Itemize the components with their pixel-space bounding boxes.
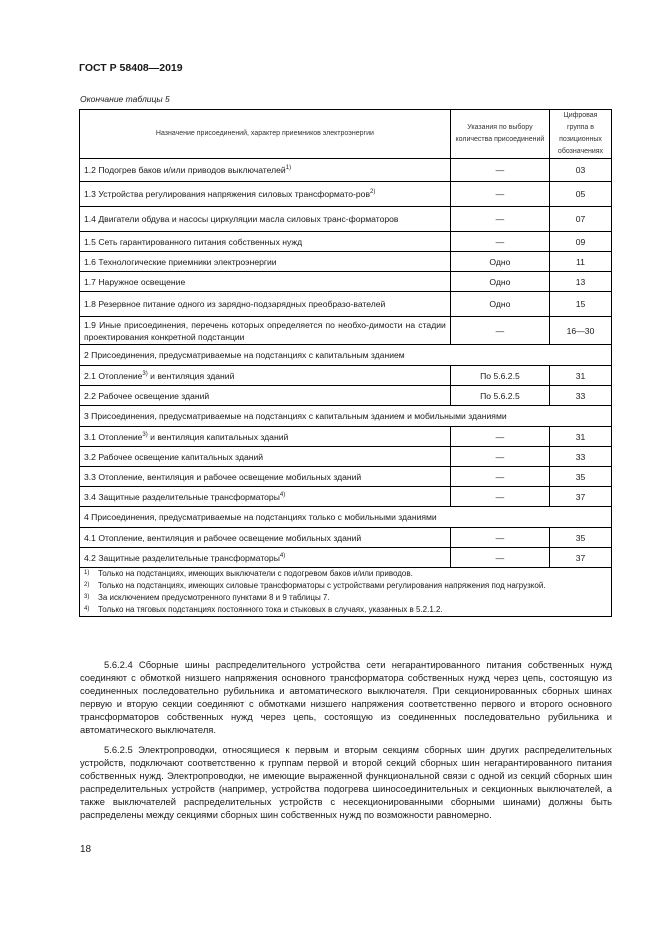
row-code: 35 xyxy=(550,528,612,548)
table-row xyxy=(80,159,612,182)
footnote-ref: 1) xyxy=(285,165,292,172)
row-purpose xyxy=(80,252,451,272)
row-count: — xyxy=(450,548,549,568)
row-code: 16—30 xyxy=(550,317,612,345)
table-row xyxy=(80,447,612,467)
row-name: 1.8 Резервное питание одного из зарядно-подзарядных преобразо-вателей xyxy=(84,299,386,309)
footnote-ref: 2) xyxy=(370,189,376,196)
table-caption: Окончание таблицы 5 xyxy=(80,94,170,104)
column-header-code: Цифровая группа в позиционных обозначениях xyxy=(550,110,612,159)
paragraph-5-6-2-4: 5.6.2.4 Сборные шины распределительного устройства сети негарантированного питания собственных нужд соединяют с обмоткой низшего напряжения основного трансформатора собственных нужд через цепь, состоящую из соединенных последовательно рубильника и автоматического выключателя. При секционированных сборных шинах первую и вторую секции соединяют с обмотками низшего напряжения соответственно первого и второго основного трансформаторов собственных нужд через цепь, состоящую из соединенных последовательно рубильника и автоматического выключателя. xyxy=(80,659,612,735)
row-purpose xyxy=(80,447,451,467)
row-purpose xyxy=(80,292,451,317)
row-name: 1.9 Иные присоединения, перечень которых определяется по необхо-димости на стадии проектирования конкретной подстанции xyxy=(84,319,446,342)
row-code: 37 xyxy=(550,548,612,568)
table-row xyxy=(80,386,612,406)
paragraph-5-6-2-5: 5.6.2.5 Электропроводки, относящиеся к первым и вторым секциям сборных шин других распределительных устройств, подключают соответственно к группам первой и второй секций сборных шин негарантированного питания собственных нужд. Электропроводки, не имеющие выраженной функциональной связи с одной из секций сборных шин распределительных устройств (например, устройства подогрева шиносоединительных и секционных выключателей, а также выключателей распределительных устройств с несекционированными сборными шинами) должны быть распределены между секциями сборных шин собственных нужд по возможности равномерно. xyxy=(80,744,612,820)
row-code: 09 xyxy=(550,232,612,252)
row-count: — xyxy=(450,487,549,507)
row-code: 33 xyxy=(550,386,612,406)
table-row xyxy=(80,272,612,292)
footnote-text: Только на подстанциях, имеющих выключатели с подогревом баков и/или приводов. xyxy=(98,569,413,578)
table-row xyxy=(80,366,612,386)
section-title: 3 Присоединения, предусматриваемые на подстанциях с капитальным зданием и мобильными зданиями xyxy=(80,406,612,427)
row-count: — xyxy=(450,427,549,447)
row-name: 4.1 Отопление, вентиляция и рабочее освещение мобильных зданий xyxy=(84,532,362,543)
row-code: 05 xyxy=(550,182,612,207)
row-name: 3.3 Отопление, вентиляция и рабочее освещение мобильных зданий xyxy=(84,471,362,482)
table-row xyxy=(80,467,612,487)
row-purpose xyxy=(80,528,451,548)
row-count: — xyxy=(450,207,549,232)
row-name: 1.6 Технологические приемники электроэнергии xyxy=(84,256,277,267)
connections-table xyxy=(79,109,612,617)
footnote-mark: 3) xyxy=(84,594,90,600)
row-purpose xyxy=(80,159,451,182)
table-row xyxy=(80,528,612,548)
row-name: 1.3 Устройства регулирования напряжения силовых трансформато-ров xyxy=(84,189,371,199)
table-row xyxy=(80,292,612,317)
standard-header: ГОСТ Р 58408—2019 xyxy=(79,62,183,74)
footnote xyxy=(84,592,607,604)
row-purpose xyxy=(80,548,451,568)
row-purpose xyxy=(80,317,451,345)
row-code: 11 xyxy=(550,252,612,272)
row-name-tail: и вентиляция капитальных зданий xyxy=(147,431,289,442)
row-code: 35 xyxy=(550,467,612,487)
footnote-ref: 3) xyxy=(142,370,148,377)
row-code: 33 xyxy=(550,447,612,467)
row-code: 37 xyxy=(550,487,612,507)
table-row xyxy=(80,317,612,345)
row-code: 13 xyxy=(550,272,612,292)
row-count: По 5.6.2.5 xyxy=(450,366,549,386)
footnote-text: Только на подстанциях, имеющих силовые трансформаторы с устройствами регулирования напряжения под нагрузкой. xyxy=(98,581,546,590)
row-code: 31 xyxy=(550,427,612,447)
notes-row xyxy=(80,568,612,617)
row-purpose xyxy=(80,487,451,507)
column-header-count: Указания по выбору количества присоединений xyxy=(450,110,549,159)
row-purpose xyxy=(80,366,451,386)
footnote xyxy=(84,604,607,616)
footnote xyxy=(84,568,607,580)
footnote-mark: 4) xyxy=(84,606,90,612)
row-name: 3.4 Защитные разделительные трансформаторы xyxy=(84,491,280,502)
row-count: Одно xyxy=(450,292,549,317)
row-count: — xyxy=(450,528,549,548)
page-number: 18 xyxy=(80,844,92,855)
section-row xyxy=(80,345,612,366)
row-code: 07 xyxy=(550,207,612,232)
row-name: 1.7 Наружное освещение xyxy=(84,276,186,287)
row-name: 1.4 Двигатели обдува и насосы циркуляции масла силовых транс-форматоров xyxy=(84,214,399,224)
section-row xyxy=(80,406,612,427)
row-count: — xyxy=(450,447,549,467)
row-purpose xyxy=(80,207,451,232)
row-count: Одно xyxy=(450,252,549,272)
section-title: 2 Присоединения, предусматриваемые на подстанциях с капитальным зданием xyxy=(80,345,612,366)
footnote xyxy=(84,580,607,592)
row-purpose xyxy=(80,272,451,292)
row-count: — xyxy=(450,159,549,182)
row-name: 2.1 Отопление xyxy=(84,370,143,381)
row-code: 03 xyxy=(550,159,612,182)
section-title: 4 Присоединения, предусматриваемые на подстанциях только с мобильными зданиями xyxy=(80,507,612,528)
row-purpose xyxy=(80,467,451,487)
row-name: 3.1 Отопление xyxy=(84,431,143,442)
row-purpose xyxy=(80,182,451,207)
row-name: 1.5 Сеть гарантированного питания собственных нужд xyxy=(84,236,303,247)
table-row xyxy=(80,252,612,272)
row-count: По 5.6.2.5 xyxy=(450,386,549,406)
column-header-purpose: Назначение присоединений, характер приемников электроэнергии xyxy=(80,110,451,159)
footnote-mark: 2) xyxy=(84,582,90,588)
footnote-ref: 3) xyxy=(142,431,148,438)
table-row xyxy=(80,548,612,568)
row-name: 3.2 Рабочее освещение капитальных зданий xyxy=(84,451,264,462)
row-count: — xyxy=(450,317,549,345)
row-name-tail: и вентиляция зданий xyxy=(147,370,235,381)
footnote-ref: 4) xyxy=(279,491,286,498)
row-count: Одно xyxy=(450,272,549,292)
row-code: 15 xyxy=(550,292,612,317)
row-name: 4.2 Защитные разделительные трансформаторы xyxy=(84,552,280,563)
footnote-ref: 4) xyxy=(279,552,286,559)
footnote-mark: 1) xyxy=(84,570,90,576)
row-name: 2.2 Рабочее освещение зданий xyxy=(84,390,210,401)
row-purpose xyxy=(80,232,451,252)
row-purpose xyxy=(80,427,451,447)
row-count: — xyxy=(450,232,549,252)
table-row xyxy=(80,487,612,507)
row-code: 31 xyxy=(550,366,612,386)
row-name: 1.2 Подогрев баков и/или приводов выключателей xyxy=(84,165,286,175)
row-count: — xyxy=(450,467,549,487)
footnote-text: Только на тяговых подстанциях постоянного тока и стыковых в случаях, указанных в 5.2.1.2. xyxy=(98,605,443,614)
table-header-row xyxy=(80,110,612,159)
table-row xyxy=(80,207,612,232)
row-purpose xyxy=(80,386,451,406)
table-row xyxy=(80,427,612,447)
table-row xyxy=(80,232,612,252)
table-row xyxy=(80,182,612,207)
footnote-text: За исключением предусмотренного пунктами 8 и 9 таблицы 7. xyxy=(98,593,330,602)
section-row xyxy=(80,507,612,528)
table-notes xyxy=(80,568,612,617)
row-count: — xyxy=(450,182,549,207)
